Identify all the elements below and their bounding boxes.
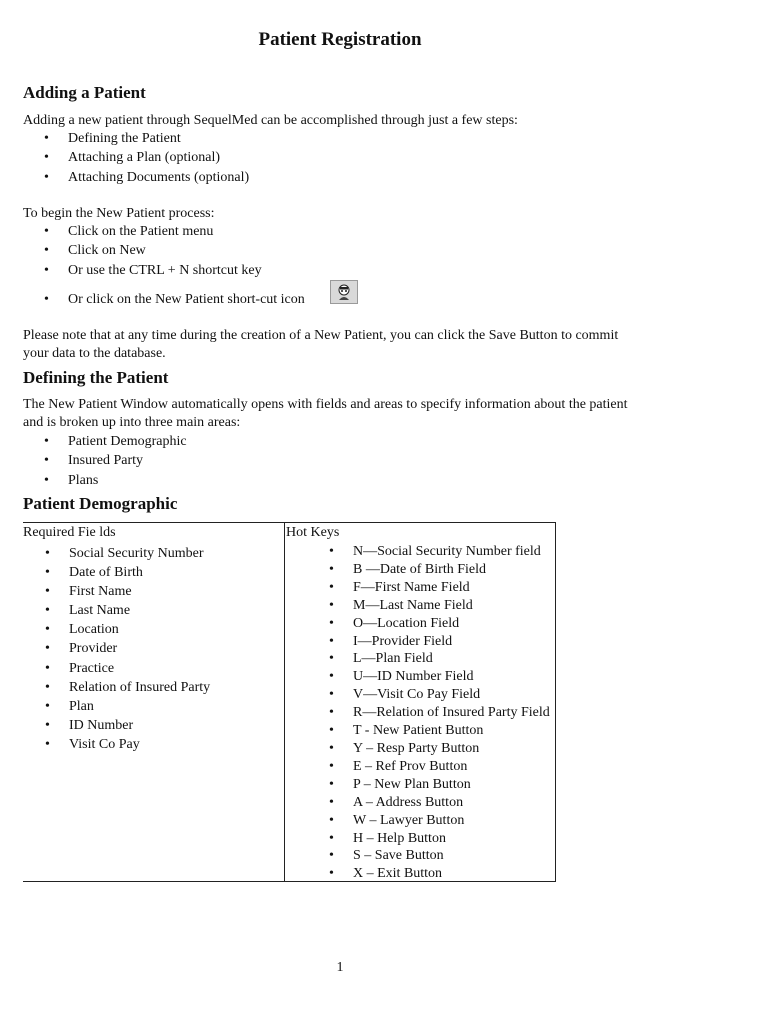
save-note: Please note that at any time during the creation of a New Patient, you can click the Save Button to commit your data to the database. [23,328,619,361]
list-item: • Patient Demographic [23,432,187,451]
list-item: • Y – Resp Party Button [308,740,550,758]
list-item: • N—Social Security Number field [308,543,550,561]
list-item: • W – Lawyer Button [308,812,550,830]
new-patient-glyph-icon [335,283,353,301]
list-item: • Insured Party [23,451,187,470]
list-item: • Last Name [23,601,210,620]
list-item: • ID Number [23,716,210,735]
list-item: • E – Ref Prov Button [308,758,550,776]
list-item: • Location [23,620,210,639]
new-patient-icon[interactable] [330,280,358,304]
list-item: • Click on the Patient menu [23,222,262,241]
adding-steps-list [23,129,249,187]
areas-list [23,432,187,490]
list-item: • P – New Plan Button [308,776,550,794]
list-item: • Social Security Number [23,544,210,563]
required-fields-header: Required Fie lds [23,525,116,540]
list-item: • Plan [23,697,210,716]
list-item: • R—Relation of Insured Party Field [308,704,550,722]
demographic-table [23,522,556,882]
hot-keys-header: Hot Keys [286,525,340,540]
list-item: • L—Plan Field [308,650,550,668]
list-item: • Relation of Insured Party [23,678,210,697]
list-item: • Attaching a Plan (optional) [23,148,249,167]
heading-defining-patient: Defining the Patient [23,368,169,387]
heading-patient-demographic: Patient Demographic [23,494,178,513]
list-item: • Date of Birth [23,563,210,582]
list-item: • Defining the Patient [23,129,249,148]
begin-text: To begin the New Patient process: [23,206,215,221]
list-item: • First Name [23,582,210,601]
list-item: • M—Last Name Field [308,597,550,615]
required-fields-list [23,544,210,754]
list-item: • Practice [23,659,210,678]
adding-intro: Adding a new patient through SequelMed can be accomplished through just a few steps: [23,113,518,128]
list-item: • B —Date of Birth Field [308,561,550,579]
defining-intro: The New Patient Window automatically opens with fields and areas to specify information about the patient and is broken up into three main areas: [23,397,628,430]
list-item: • Plans [23,471,187,490]
list-item: • Attaching Documents (optional) [23,168,249,187]
list-item: • X – Exit Button [308,865,550,883]
list-item: • T - New Patient Button [308,722,550,740]
list-item: • U—ID Number Field [308,668,550,686]
list-item: • H – Help Button [308,830,550,848]
list-item: • I—Provider Field [308,633,550,651]
list-item: • V—Visit Co Pay Field [308,686,550,704]
list-item: • O—Location Field [308,615,550,633]
list-item: • S – Save Button [308,847,550,865]
list-item: • A – Address Button [308,794,550,812]
icon-step-list [23,290,305,309]
list-item: • Click on New [23,241,262,260]
list-item: • F—First Name Field [308,579,550,597]
list-item: • Or click on the New Patient short-cut icon [23,290,305,309]
hot-keys-list [308,543,550,883]
page-title: Patient Registration [258,29,422,50]
list-item: • Provider [23,639,210,658]
page-number: 1 [336,960,344,975]
list-item: • Visit Co Pay [23,735,210,754]
column-divider [284,523,285,881]
list-item: • Or use the CTRL + N shortcut key [23,261,262,280]
heading-adding-patient: Adding a Patient [23,83,146,102]
begin-steps-list [23,222,262,280]
